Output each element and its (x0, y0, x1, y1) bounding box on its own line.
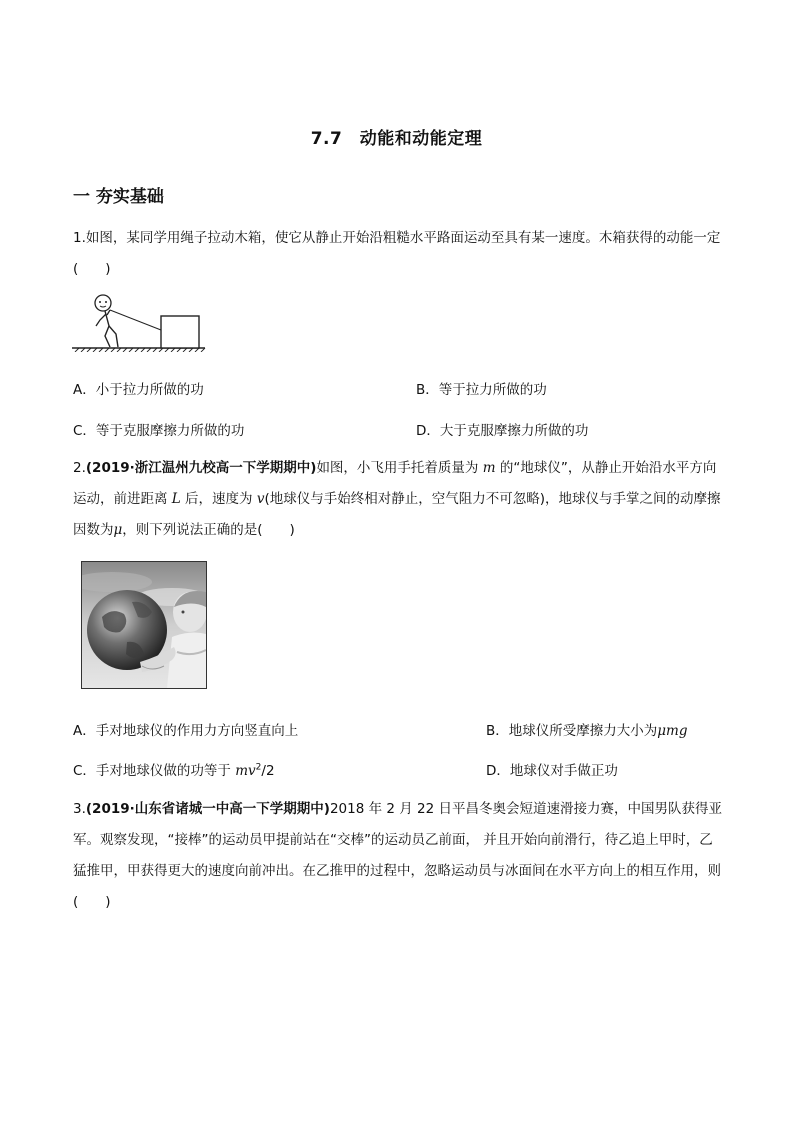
q2-option-d: D．地球仪对手做正功 (486, 763, 618, 779)
q2-text-part: (地球仪与手始终相对静止，空气阻力不可忽略)，地球仪与手掌之间的动摩擦因数为 (73, 491, 721, 538)
q2-text-part: 后，速度为 (180, 491, 257, 507)
person-pulling-box-figure (72, 290, 207, 352)
q2-var-v: v (256, 491, 265, 507)
q2-text-part: 的“地球仪”，从静止开始沿水平方向运动，前进距离 (73, 460, 717, 507)
q2-option-c (73, 759, 275, 779)
page-title: 7.7 动能和动能定理 (310, 129, 483, 149)
q2-source: (2019·浙江温州九校高一下学期期中) (85, 460, 317, 476)
q2-option-b-text: B．地球仪所受摩擦力大小为 (486, 723, 658, 739)
q2-option-c-formula: mv (235, 763, 256, 779)
q1-option-d: D．大于克服摩擦力所做的功 (416, 423, 589, 439)
q2-option-c-exponent: 2 (255, 762, 262, 773)
q2-option-b (486, 719, 687, 739)
q2-option-b-formula: μmg (657, 723, 688, 739)
q2-option-c-denominator: /2 (261, 763, 275, 779)
q2-var-m: m (482, 460, 496, 476)
question-2-text (73, 453, 723, 546)
q3-body: 2018 年 2 月 22 日平昌冬奥会短道速滑接力赛，中国男队获得亚军。观察发现，“接棒”的运动员甲提前站在“交棒”的运动员乙前面， 并且开始向前滑行，待乙追上甲时，乙猛推甲，甲获得更大的速度向前冲出。在乙推甲的过程中，忽略运动员与冰面间在水平方向上的相互作用，则( ) (73, 801, 723, 910)
q2-number: 2. (73, 460, 86, 476)
q1-option-b: B．等于拉力所做的功 (416, 382, 547, 398)
question-1-text: 1.如图，某同学用绳子拉动木箱，使它从静止开始沿粗糙水平路面运动至具有某一速度。木箱获得的动能一定( ) (73, 230, 721, 277)
q2-option-a: A．手对地球仪的作用力方向竖直向上 (73, 723, 299, 739)
q2-var-l: L (171, 491, 181, 507)
q3-source: (2019·山东省诸城一中高一下学期期中) (85, 801, 330, 817)
section-heading: 一 夯实基础 (73, 187, 164, 207)
q3-number: 3. (73, 801, 86, 817)
question-3-text (73, 794, 723, 918)
q2-option-c-text: C．手对地球仪做的功等于 (73, 763, 236, 779)
q2-text-part: ，则下列说法正确的是( ) (122, 522, 295, 538)
q1-option-c: C．等于克服摩擦力所做的功 (73, 423, 245, 439)
q2-text-part: 如图，小飞用手托着质量为 (316, 460, 483, 476)
q1-option-a: A．小于拉力所做的功 (73, 382, 204, 398)
q2-var-mu: μ (113, 522, 123, 538)
child-holding-globe-photo (81, 561, 207, 689)
